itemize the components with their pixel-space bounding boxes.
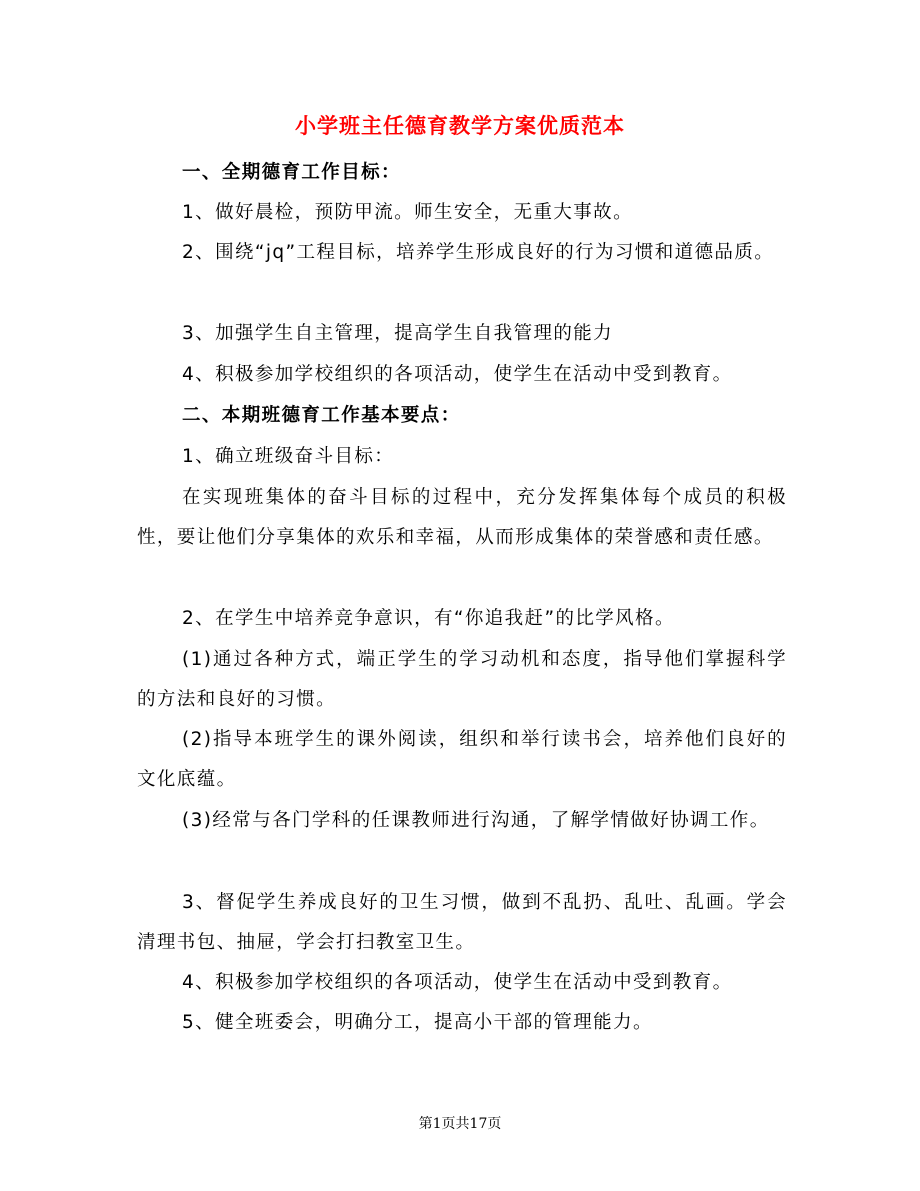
document-title: 小学班主任德育教学方案优质范本: [295, 114, 625, 138]
paragraph: 3、加强学生自主管理，提高学生自我管理的能力: [182, 323, 614, 344]
paragraph: 2、围绕“jq”工程目标，培养学生形成良好的行为习惯和道德品质。: [182, 242, 775, 263]
paragraph: 3、督促学生养成良好的卫生习惯，做到不乱扔、乱吐、乱画。学会清理书包、抽屉，学会打扫教室卫生。: [137, 892, 787, 953]
paragraph: (3)经常与各门学科的任课教师进行沟通，了解学情做好协调工作。: [182, 810, 770, 831]
paragraph: (1)通过各种方式，端正学生的学习动机和态度，指导他们掌握科学的方法和良好的习惯。: [137, 649, 787, 710]
paragraph: (2)指导本班学生的课外阅读，组织和举行读书会，培养他们良好的文化底蕴。: [137, 729, 787, 790]
section-heading-1: 一、全期德育工作目标：: [182, 162, 401, 183]
section-heading-2: 二、本期班德育工作基本要点：: [182, 405, 461, 426]
paragraph: 1、确立班级奋斗目标：: [182, 446, 395, 467]
paragraph: 2、在学生中培养竞争意识，有“你追我赶”的比学风格。: [182, 608, 675, 629]
paragraph: 5、健全班委会，明确分工，提高小干部的管理能力。: [182, 1012, 653, 1033]
paragraph: 4、积极参加学校组织的各项活动，使学生在活动中受到教育。: [182, 364, 733, 385]
paragraph: 4、积极参加学校组织的各项活动，使学生在活动中受到教育。: [182, 972, 733, 993]
page-indicator: 第1页共17页: [418, 1116, 502, 1132]
paragraph: 1、做好晨检，预防甲流。师生安全，无重大事故。: [182, 202, 633, 223]
paragraph: 在实现班集体的奋斗目标的过程中，充分发挥集体每个成员的积极性，要让他们分享集体的欢乐和幸福，从而形成集体的荣誉感和责任感。: [137, 487, 787, 548]
